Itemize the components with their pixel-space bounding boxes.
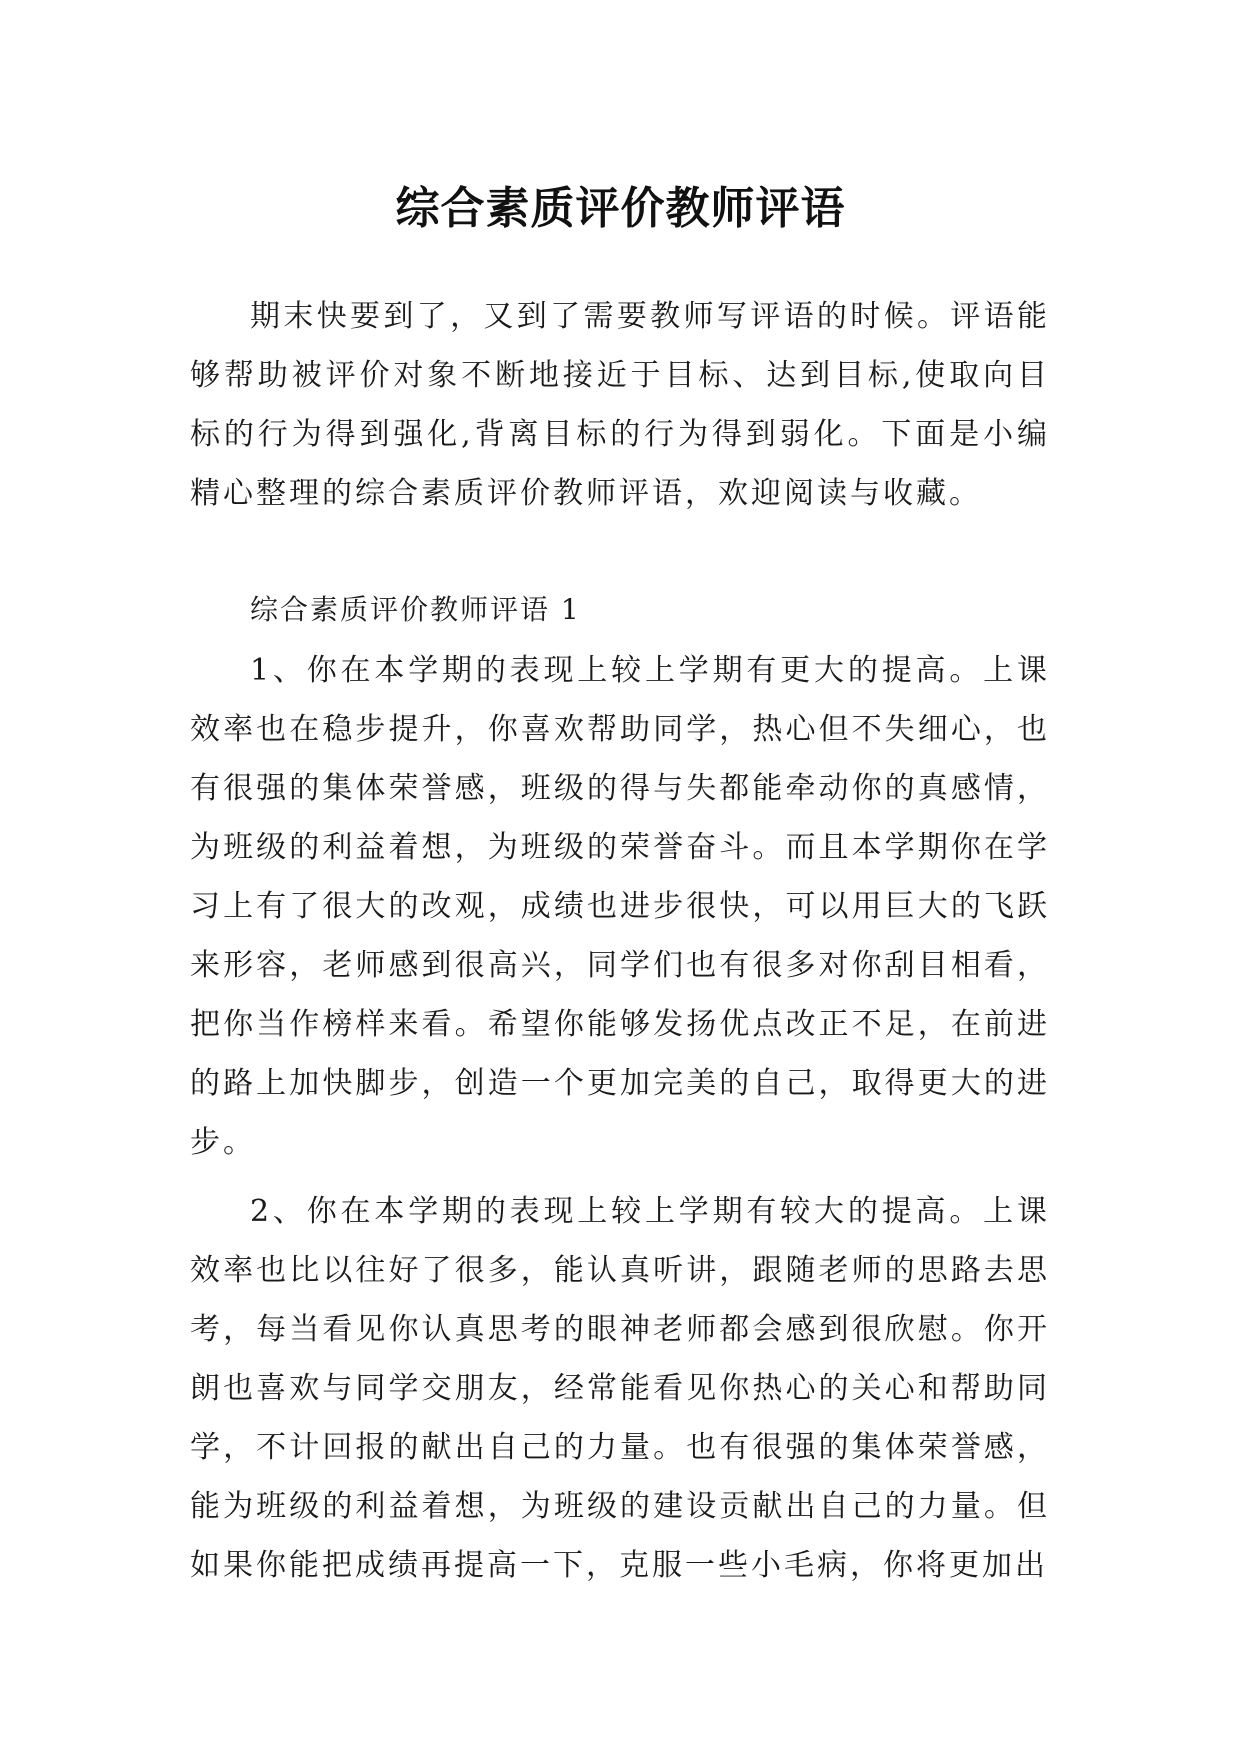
comment-paragraph-2: 2、你在本学期的表现上较上学期有较大的提高。上课效率也比以往好了很多，能认真听讲，跟随老师的思路去思考，每当看见你认真思考的眼神老师都会感到很欣慰。你开朗也喜欢与同学交朋友，经常能看见你热心的关心和帮助同学，不计回报的献出自己的力量。也有很强的集体荣誉感，能为班级的利益着想，为班级的建设贡献出自己的力量。但如果你能把成绩再提高一下，克服一些小毛病，你将更加出 — [190, 1194, 1050, 1583]
document-title: 综合素质评价教师评语 — [395, 183, 846, 235]
comments-section — [190, 579, 1050, 1595]
intro-block — [190, 287, 1050, 523]
intro-paragraph: 期末快要到了，又到了需要教师写评语的时候。评语能够帮助被评价对象不断地接近于目标、达到目标,使取向目标的行为得到强化,背离目标的行为得到弱化。下面是小编精心整理的综合素质评价教师评语，欢迎阅读与收藏。 — [190, 299, 1050, 511]
comment-paragraph-1: 1、你在本学期的表现上较上学期有更大的提高。上课效率也在稳步提升，你喜欢帮助同学，热心但不失细心，也有很强的集体荣誉感，班级的得与失都能牵动你的真感情，为班级的利益着想，为班级的荣誉奋斗。而且本学期你在学习上有了很大的改观，成绩也进步很快，可以用巨大的飞跃来形容，老师感到很高兴，同学们也有很多对你刮目相看，把你当作榜样来看。希望你能够发扬优点改正不足，在前进的路上加快脚步，创造一个更加完美的自己，取得更大的进步。 — [190, 653, 1050, 1160]
section-heading: 综合素质评价教师评语 1 — [250, 593, 581, 626]
